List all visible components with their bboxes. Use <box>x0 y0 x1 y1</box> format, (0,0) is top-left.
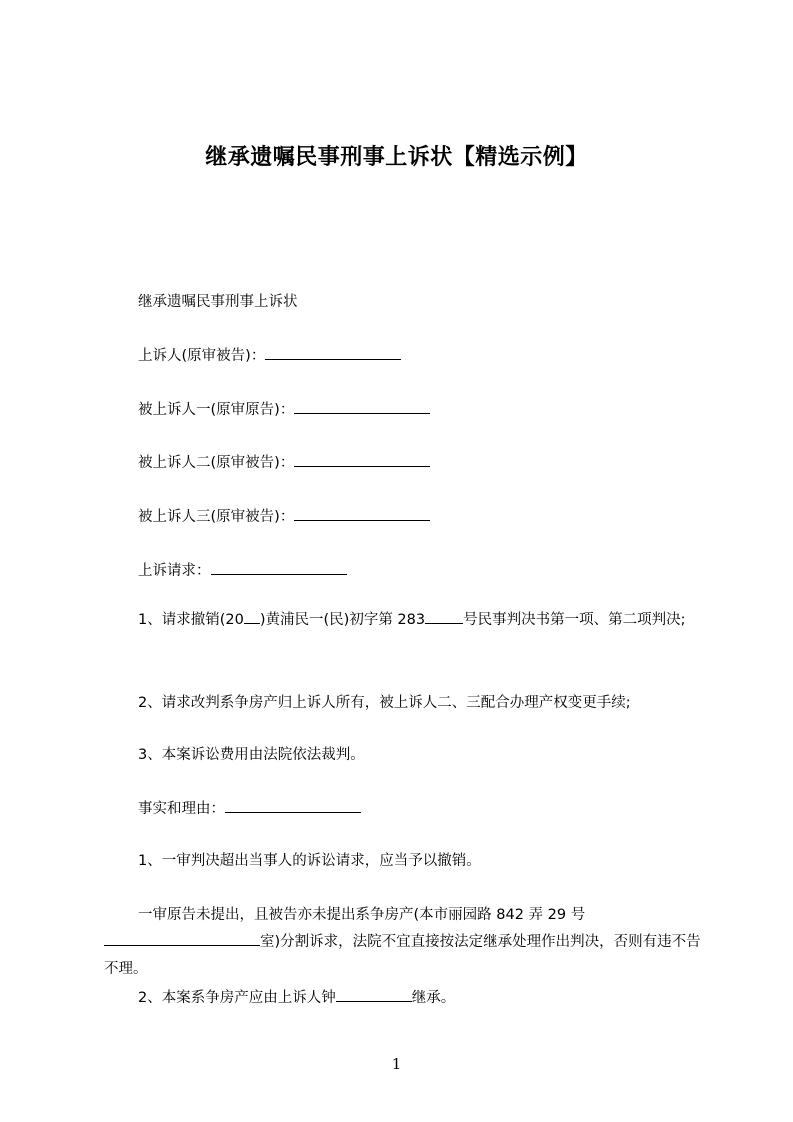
request2-line: 2、请求改判系争房产归上诉人所有，被上诉人二、三配合办理产权变更手续; <box>138 695 631 711</box>
appellant-blank <box>265 345 401 360</box>
page-number: 1 <box>391 1055 402 1073</box>
appellant-line <box>138 345 401 366</box>
address-blank-b <box>226 931 260 946</box>
appellee2-line <box>138 452 430 473</box>
request1-paragraph: 1、请求撤销(20 )黄浦民一(民)初字第 283 号民事判决书第一项、第二项判决; <box>104 607 704 634</box>
document-title: 继承遗嘱民事刑事上诉状【精选示例】 <box>205 145 588 170</box>
facts-label: 事实和理由： <box>138 801 225 817</box>
appellee1-line <box>138 399 430 420</box>
document-heading: 继承遗嘱民事刑事上诉状 <box>138 294 298 310</box>
request1-year-blank <box>244 609 260 624</box>
facts-line <box>138 798 361 819</box>
reason2-name-blank <box>336 987 412 1002</box>
appellee3-line <box>138 506 430 527</box>
reason1-line: 1、一审判决超出当事人的诉讼请求，应当予以撤销。 <box>138 853 481 869</box>
appellee2-blank <box>294 452 430 467</box>
address-blank-a <box>104 931 226 946</box>
request1-number-blank <box>425 609 463 624</box>
reason2-line: 2、本案系争房产应由上诉人钟 继承。 <box>138 987 455 1008</box>
appellee3-blank <box>294 506 430 521</box>
appeal-request-label: 上诉请求： <box>138 563 211 579</box>
appellee1-blank <box>294 399 430 414</box>
appellee1-label: 被上诉人一(原审原告)： <box>138 402 295 418</box>
request3-line: 3、本案诉讼费用由法院依法裁判。 <box>138 747 365 763</box>
appellee3-label: 被上诉人三(原审被告)： <box>138 509 295 525</box>
facts-blank <box>225 798 361 813</box>
appeal-request-line <box>138 560 347 581</box>
appeal-request-blank <box>211 560 347 575</box>
reason1-detail-paragraph: 一审原告未提出，且被告亦未提出系争房产(本市丽园路 842 弄 29 号室)分割诉求，法院不宜直接按法定继承处理作出判决，否则有违不告不理。 <box>104 907 701 977</box>
appellant-label: 上诉人(原审被告)： <box>138 348 266 364</box>
appellee2-label: 被上诉人二(原审被告)： <box>138 455 295 471</box>
